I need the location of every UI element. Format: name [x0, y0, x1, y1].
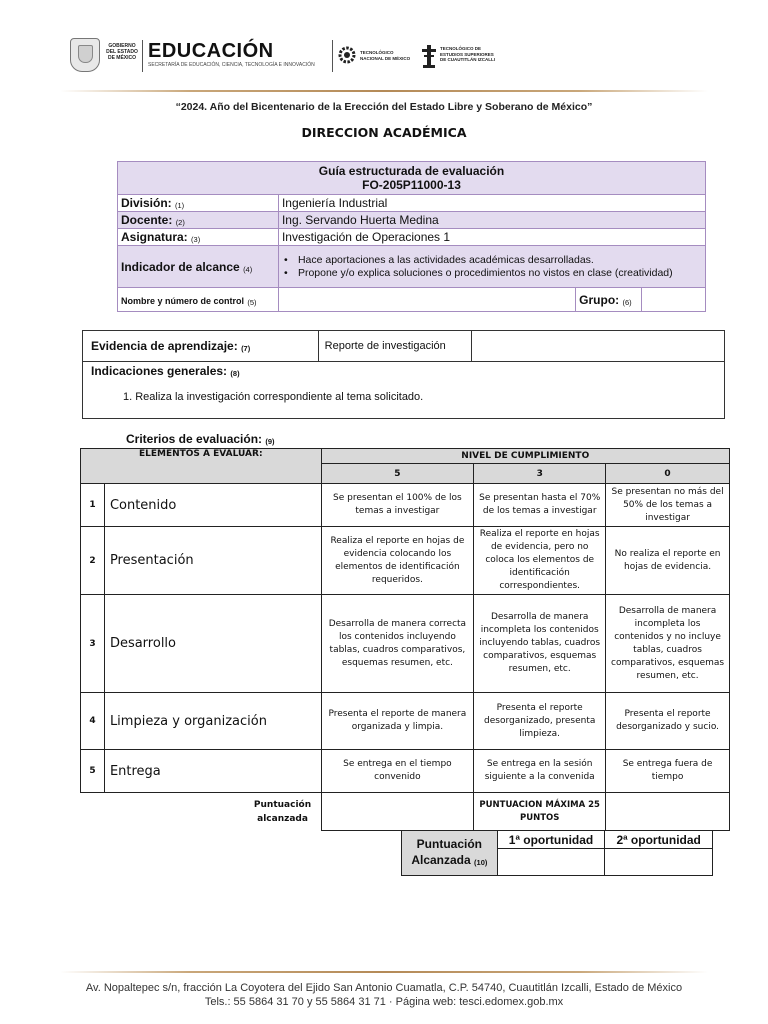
table-row: [81, 595, 730, 693]
criteria-table: [80, 448, 730, 831]
desc-level-5: Se entrega en el tiempo convenido: [321, 750, 474, 793]
score-label: Puntuación alcanzada: [253, 799, 312, 824]
table-row: [81, 693, 730, 750]
government-label: GOBIERNO DEL ESTADO DE MÉXICO: [106, 43, 138, 61]
page-title: DIRECCION ACADÉMICA: [301, 125, 467, 140]
element-name: Desarrollo: [104, 595, 321, 693]
indicador-list-cell: [278, 246, 705, 288]
row-number: 2: [81, 527, 105, 595]
desc-level-5: Se presentan el 100% de los temas a investigar: [321, 484, 474, 527]
first-opportunity-header: 1ª oportunidad: [497, 831, 605, 849]
division-value: Ingeniería Industrial: [278, 195, 705, 212]
docente-label: Docente: (2): [118, 212, 279, 229]
element-name: Limpieza y organización: [104, 693, 321, 750]
desc-level-3: Se presentan hasta el 70% de los temas a investigar: [474, 484, 606, 527]
asignatura-value: Investigación de Operaciones 1: [278, 229, 705, 246]
indications-block: [83, 362, 725, 419]
row-number: 4: [81, 693, 105, 750]
tecnm-gear-icon: [338, 42, 356, 68]
footer-address: Av. Nopaltepec s/n, fracción La Coyotera del Ejido San Antonio Cuamatla, C.P. 54740, Cuautitlán Izcalli, Estado de México: [85, 982, 683, 994]
element-name: Contenido: [104, 484, 321, 527]
indicador-label: Indicador de alcance (4): [118, 246, 279, 288]
element-name: Entrega: [104, 750, 321, 793]
score-field[interactable]: [321, 793, 474, 831]
element-name: Presentación: [104, 527, 321, 595]
level-3: 3: [474, 464, 606, 484]
indication-item: 1. Realiza la investigación correspondiente al tema solicitado.: [123, 391, 424, 403]
indications-label: Indicaciones generales: (8): [91, 364, 240, 378]
level-header: NIVEL DE CUMPLIMIENTO: [321, 449, 729, 464]
row-number: 5: [81, 750, 105, 793]
guide-header: [118, 162, 706, 195]
desc-level-3: Realiza el reporte en hojas de evidencia, pero no coloca los elementos de identificación correspondientes.: [474, 527, 606, 595]
grupo-field[interactable]: [642, 288, 706, 312]
nombre-label: Nombre y número de control (5): [118, 288, 279, 312]
table-row: [81, 750, 730, 793]
evidence-value: Reporte de investigación: [318, 331, 471, 362]
desc-level-5: Realiza el reporte en hojas de evidencia colocando los elementos de identificación requeridos.: [321, 527, 474, 595]
criteria-title: Criterios de evaluación: (9): [126, 432, 275, 446]
education-subtitle: SECRETARÍA DE EDUCACIÓN, CIENCIA, TECNOLOGÍA E INNOVACIÓN: [148, 62, 315, 68]
docente-value: Ing. Servando Huerta Medina: [278, 212, 705, 229]
desc-level-0: Se presentan no más del 50% de los temas a investigar: [606, 484, 730, 527]
tecnm-label: TECNOLÓGICO NACIONAL DE MÉXICO: [360, 50, 411, 61]
second-opportunity-header: 2ª oportunidad: [605, 831, 713, 849]
grupo-label: Grupo: (6): [576, 288, 642, 312]
desc-level-3: Desarrolla de manera incompleta los contenidos incluyendo tablas, cuadros comparativos, esquemas resumen, etc.: [474, 595, 606, 693]
letterhead: [70, 38, 500, 74]
row-number: 1: [81, 484, 105, 527]
divider: [142, 40, 143, 72]
motto: “2024. Año del Bicentenario de la Erección del Estado Libre y Soberano de México”: [175, 101, 593, 113]
header-rule: [60, 90, 708, 92]
second-opportunity-field[interactable]: [605, 849, 713, 876]
desc-level-0: Se entrega fuera de tiempo: [606, 750, 730, 793]
division-label: División: (1): [118, 195, 279, 212]
state-seal-logo: [70, 38, 100, 72]
guide-title: Guía estructurada de evaluación: [318, 164, 505, 178]
level-0: 0: [606, 464, 730, 484]
indicador-list: [282, 254, 702, 280]
tesci-tower-icon: [420, 41, 438, 69]
education-title: EDUCACIÓN: [148, 40, 274, 62]
evidence-label: Evidencia de aprendizaje: (7): [83, 331, 319, 362]
desc-level-5: Desarrolla de manera correcta los contenidos incluyendo tablas, cuadros comparativos, esquemas resumen, etc.: [321, 595, 474, 693]
evidence-table: [82, 330, 725, 419]
desc-level-3: Presenta el reporte desorganizado, presenta limpieza.: [474, 693, 606, 750]
elements-header: ELEMENTOS A EVALUAR:: [81, 449, 322, 484]
guide-code: FO-205P11000-13: [362, 178, 461, 192]
list-item: • Propone y/o explica soluciones o procedimientos no vistos en clase (creatividad): [282, 267, 702, 280]
level-5: 5: [321, 464, 474, 484]
footer-rule: [60, 971, 708, 973]
divider: [332, 40, 333, 72]
row-number: 3: [81, 595, 105, 693]
table-row: [81, 527, 730, 595]
opportunity-label: Puntuación Alcanzada (10): [402, 831, 498, 876]
opportunity-table: [401, 830, 713, 876]
desc-level-0: Presenta el reporte desorganizado y sucio.: [606, 693, 730, 750]
list-item: • Hace aportaciones a las actividades académicas desarrolladas.: [282, 254, 702, 267]
tesci-label: TECNOLÓGICO DE ESTUDIOS SUPERIORES DE CUAUTITLÁN IZCALLI: [440, 46, 495, 62]
desc-level-3: Se entrega en la sesión siguiente a la convenida: [474, 750, 606, 793]
table-row: [81, 484, 730, 527]
desc-level-0: No realiza el reporte en hojas de evidencia.: [606, 527, 730, 595]
first-opportunity-field[interactable]: [497, 849, 605, 876]
max-score-extra: [606, 793, 730, 831]
desc-level-0: Desarrolla de manera incompleta los contenidos y no incluye tablas, cuadros comparativos, esquemas resumen, etc.: [606, 595, 730, 693]
footer-phones: Tels.: 55 5864 31 70 y 55 5864 31 71 · Página web: tesci.edomex.gob.mx: [204, 996, 564, 1008]
nombre-field[interactable]: [278, 288, 575, 312]
asignatura-label: Asignatura: (3): [118, 229, 279, 246]
desc-level-5: Presenta el reporte de manera organizada y limpia.: [321, 693, 474, 750]
footer: [0, 981, 768, 1009]
evidence-extra: [471, 331, 725, 362]
guide-table: [117, 161, 706, 312]
max-score-label: PUNTUACION MÁXIMA 25 PUNTOS: [474, 793, 606, 831]
